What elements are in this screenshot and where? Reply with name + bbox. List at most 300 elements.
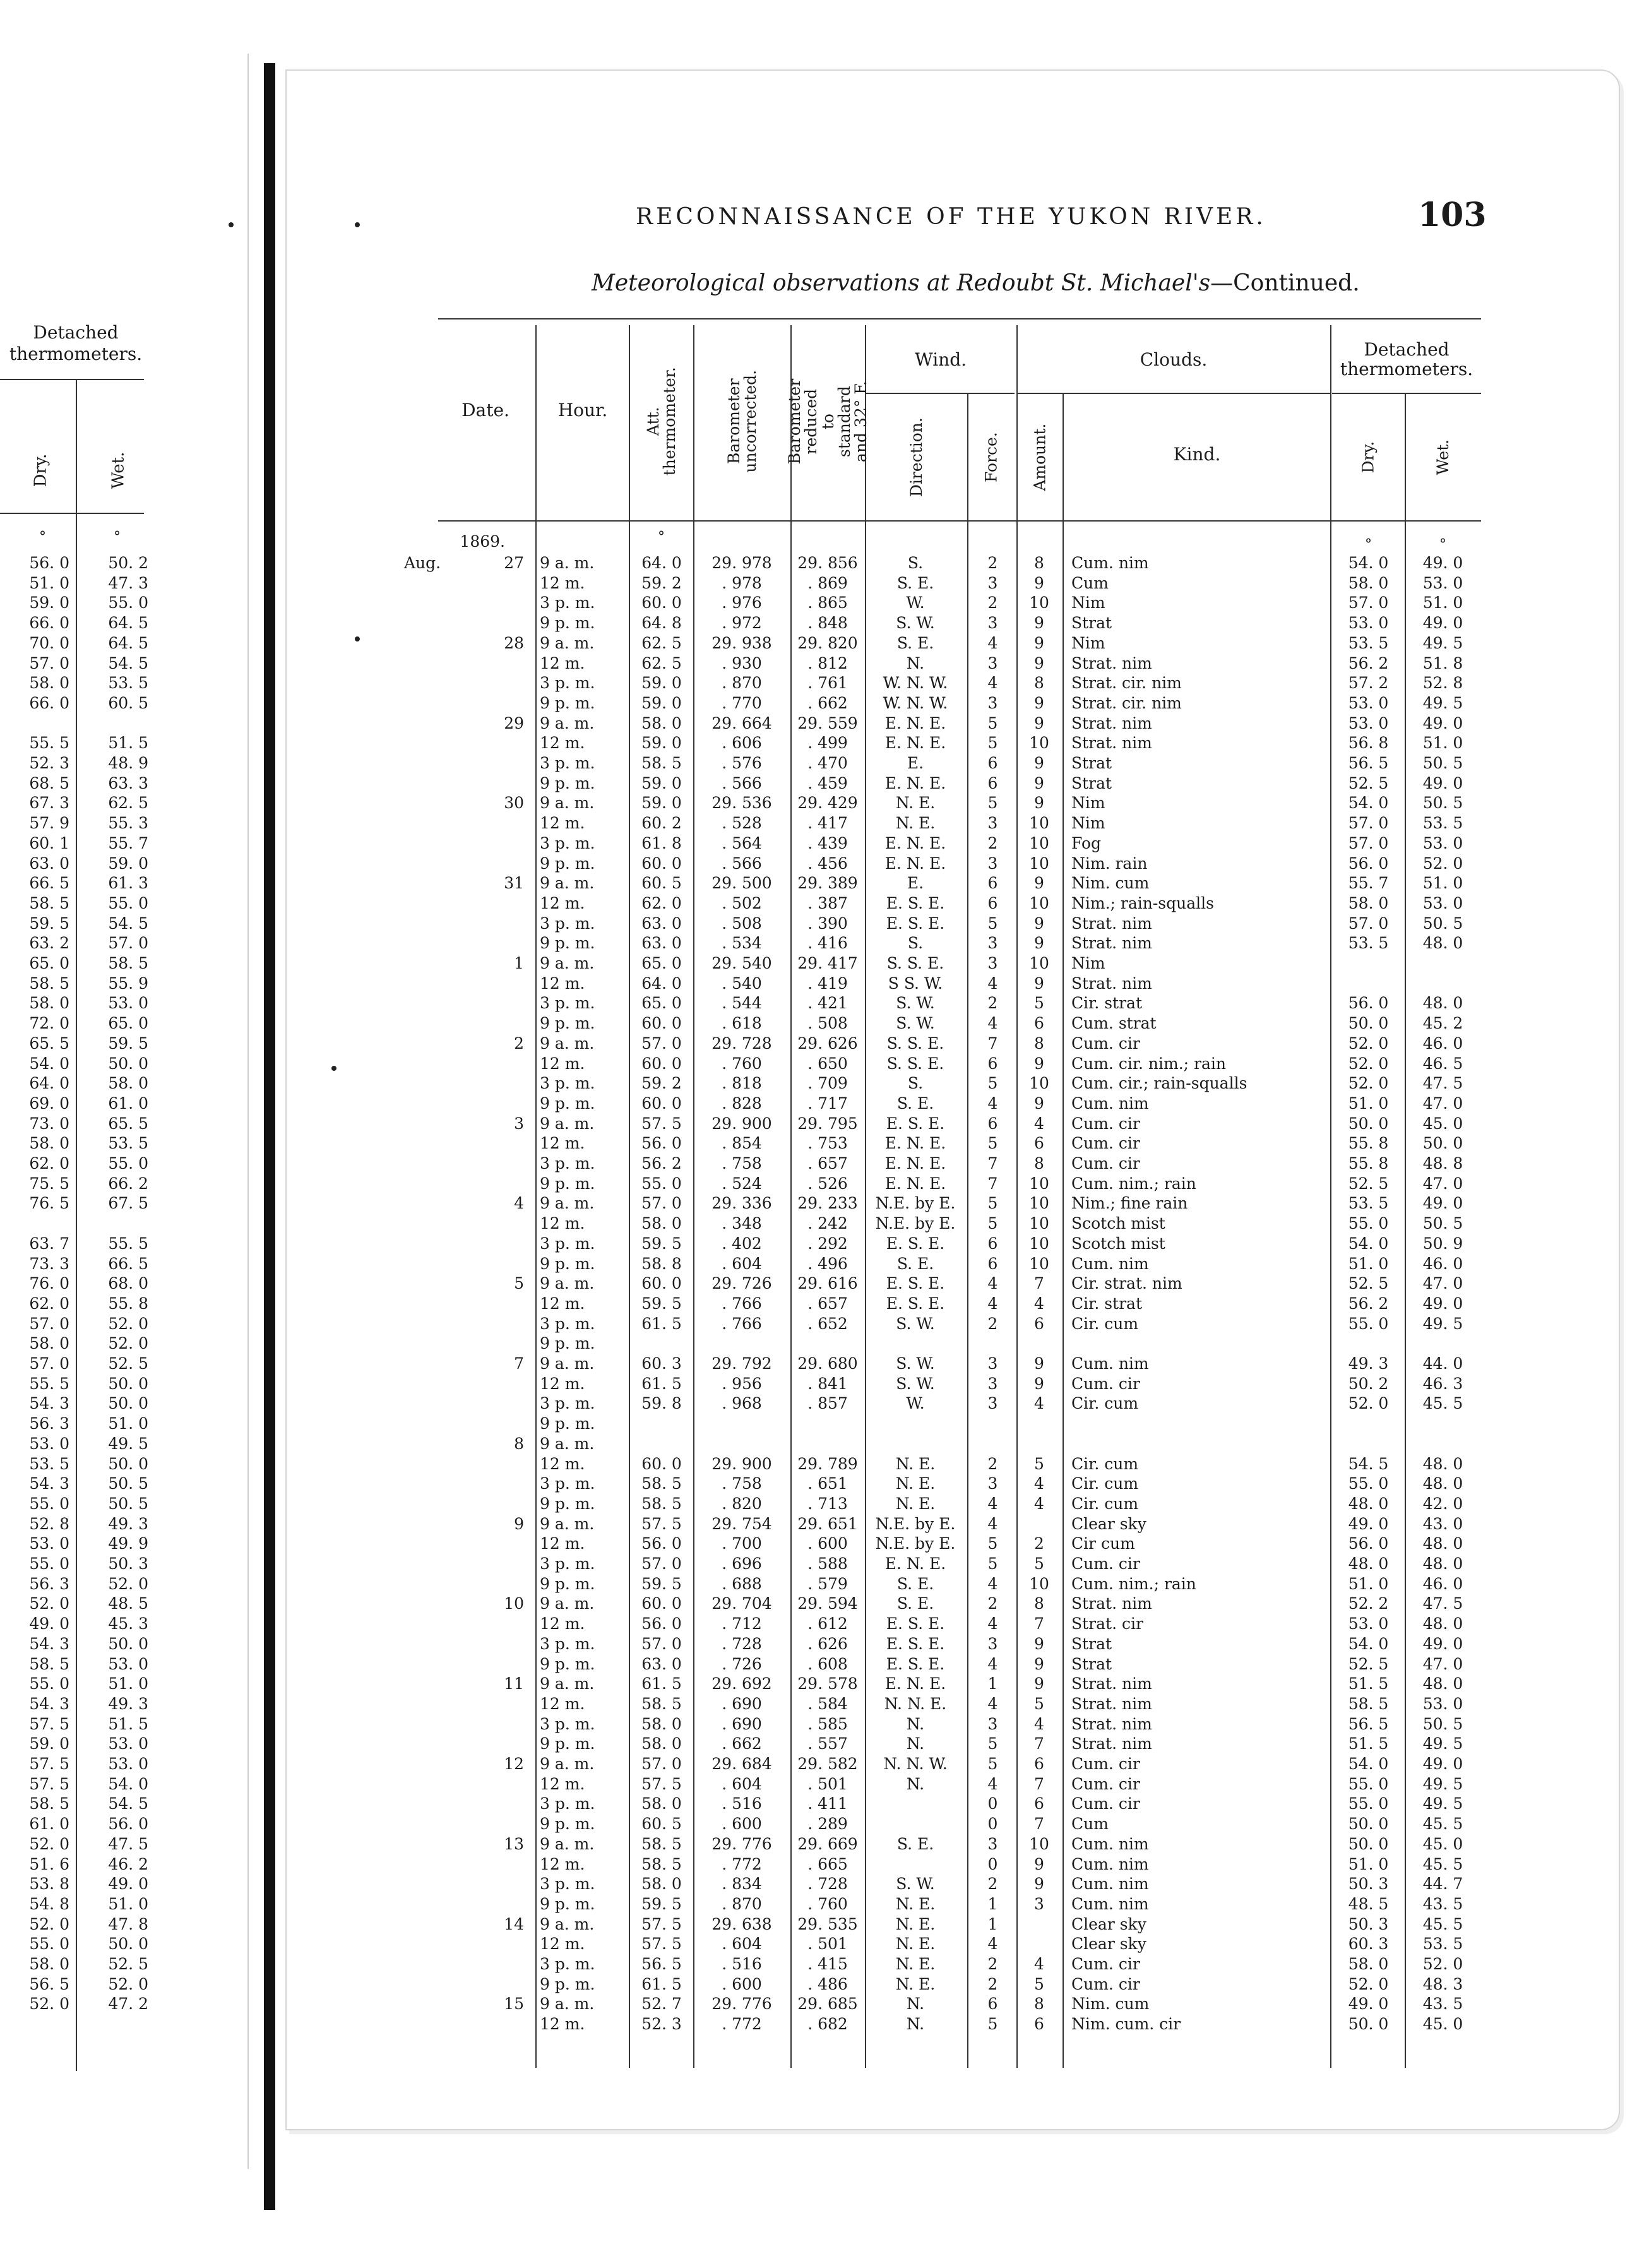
baro-reduced-cell: 29. 616 xyxy=(797,1274,858,1293)
baro-uncorrected-cell: . 772 xyxy=(722,2015,762,2034)
baro-uncorrected-cell: . 662 xyxy=(722,1734,762,1753)
left-dry-cell: 49. 0 xyxy=(29,1614,69,1633)
dry-cell: 58. 0 xyxy=(1348,1955,1389,1973)
wind-direction-cell: E. N. E. xyxy=(884,1174,946,1193)
dry-cell: 53. 0 xyxy=(1348,614,1389,633)
cloud-kind-cell: Nim. cum. cir xyxy=(1071,2015,1181,2034)
hour-cell: 9 p. m. xyxy=(540,1334,595,1353)
header-detached-thermometers: Detached thermometers. xyxy=(1340,339,1473,379)
wind-force-cell: 3 xyxy=(987,814,998,833)
table-row xyxy=(0,733,1649,753)
left-dry-cell: 54. 3 xyxy=(29,1634,69,1653)
wind-direction-cell: N. xyxy=(906,2015,925,2034)
left-wet-cell: 50. 0 xyxy=(108,1394,148,1413)
left-wet-cell: 61. 0 xyxy=(108,1094,148,1113)
wind-direction-cell: E. N. E. xyxy=(884,854,946,873)
att-therm-cell: 59. 0 xyxy=(641,734,682,753)
left-wet-cell: 54. 0 xyxy=(108,1774,148,1793)
wind-direction-cell: N. E. xyxy=(895,814,936,833)
cloud-kind-cell: Strat. nim xyxy=(1071,654,1152,672)
baro-reduced-cell: 29. 626 xyxy=(797,1034,858,1053)
baro-uncorrected-cell: 29. 540 xyxy=(711,954,772,972)
cloud-kind-cell: Strat xyxy=(1071,1634,1112,1653)
left-dry-cell: 52. 0 xyxy=(29,1914,69,1933)
cloud-amount-cell: 10 xyxy=(1029,833,1049,852)
baro-uncorrected-cell: . 576 xyxy=(722,754,762,772)
wind-direction-cell: N. E. xyxy=(895,1894,936,1913)
hour-cell: 3 p. m. xyxy=(540,1555,595,1573)
cloud-amount-cell: 10 xyxy=(1029,893,1049,912)
wind-direction-cell: N.E. by E. xyxy=(875,1534,956,1553)
left-wet-cell: 50. 0 xyxy=(108,1054,148,1073)
wind-direction-cell: S. E. xyxy=(896,1254,934,1273)
wind-force-cell: 6 xyxy=(987,1995,998,2014)
cloud-amount-cell: 9 xyxy=(1034,1094,1044,1113)
table-row xyxy=(0,1874,1649,1894)
cloud-kind-cell: Strat. nim xyxy=(1071,713,1152,732)
wind-force-cell: 0 xyxy=(987,1854,998,1873)
wind-direction-cell: S. E. xyxy=(896,1594,934,1613)
baro-reduced-cell: . 608 xyxy=(807,1654,848,1673)
baro-uncorrected-cell: . 978 xyxy=(722,573,762,592)
wind-force-cell: 5 xyxy=(987,1134,998,1153)
cloud-kind-cell: Clear sky xyxy=(1071,1935,1146,1954)
att-therm-cell: 60. 5 xyxy=(641,1815,682,1834)
cloud-amount-cell: 9 xyxy=(1034,974,1044,993)
hour-cell: 12 m. xyxy=(540,734,585,753)
hour-cell: 3 p. m. xyxy=(540,1394,595,1413)
table-row xyxy=(0,1174,1649,1194)
table-row xyxy=(0,673,1649,693)
page-number: 103 xyxy=(1418,196,1487,234)
cloud-amount-cell: 10 xyxy=(1029,1254,1049,1273)
dry-cell: 55. 0 xyxy=(1348,1474,1389,1493)
baro-reduced-cell: . 682 xyxy=(807,2015,848,2034)
baro-reduced-cell: 29. 559 xyxy=(797,713,858,732)
baro-uncorrected-cell: . 772 xyxy=(722,1854,762,1873)
table-row xyxy=(0,1434,1649,1454)
wind-force-cell: 5 xyxy=(987,1074,998,1093)
left-wet-cell: 53. 0 xyxy=(108,1734,148,1753)
wind-force-cell: 5 xyxy=(987,734,998,753)
baro-reduced-cell: . 865 xyxy=(807,594,848,612)
att-therm-cell: 59. 8 xyxy=(641,1394,682,1413)
wet-cell: 51. 0 xyxy=(1422,594,1463,612)
cloud-kind-cell: Cum. nim xyxy=(1071,1854,1149,1873)
cloud-kind-cell: Strat. nim xyxy=(1071,1714,1152,1733)
att-therm-cell: 58. 5 xyxy=(641,1494,682,1513)
left-dry-cell: 65. 0 xyxy=(29,954,69,972)
dry-cell: 51. 0 xyxy=(1348,1254,1389,1273)
left-dry-cell: 66. 0 xyxy=(29,693,69,712)
baro-reduced-cell: . 848 xyxy=(807,614,848,633)
cloud-kind-cell: Strat. nim xyxy=(1071,1674,1152,1693)
wind-direction-cell: N. N. E. xyxy=(884,1694,947,1713)
baro-reduced-cell: . 459 xyxy=(807,773,848,792)
baro-uncorrected-cell: . 726 xyxy=(722,1654,762,1673)
cloud-kind-cell: Strat. nim xyxy=(1071,914,1152,933)
baro-uncorrected-cell: 29. 776 xyxy=(711,1995,772,2014)
att-therm-cell: 58. 5 xyxy=(641,754,682,772)
left-wet-cell: 55. 5 xyxy=(108,1234,148,1253)
baro-reduced-cell: . 486 xyxy=(807,1974,848,1993)
wet-cell: 46. 3 xyxy=(1422,1374,1463,1393)
left-wet-cell: 51. 0 xyxy=(108,1414,148,1433)
att-therm-cell: 61. 5 xyxy=(641,1974,682,1993)
wind-force-cell: 0 xyxy=(987,1794,998,1813)
left-wet-cell: 55. 3 xyxy=(108,814,148,833)
cloud-amount-cell: 8 xyxy=(1034,674,1044,693)
hour-cell: 12 m. xyxy=(540,2015,585,2034)
cloud-kind-cell: Cum. cir xyxy=(1071,1955,1140,1973)
baro-reduced-cell: . 390 xyxy=(807,914,848,933)
left-wet-cell: 59. 0 xyxy=(108,854,148,873)
table-row xyxy=(0,873,1649,893)
att-therm-cell: 52. 7 xyxy=(641,1995,682,2014)
wind-force-cell: 4 xyxy=(987,1274,998,1293)
baro-reduced-cell: . 588 xyxy=(807,1555,848,1573)
wind-force-cell: 6 xyxy=(987,754,998,772)
att-therm-cell: 60. 0 xyxy=(641,1274,682,1293)
cloud-amount-cell: 8 xyxy=(1034,1034,1044,1053)
left-wet-cell: 52. 0 xyxy=(108,1334,148,1353)
print-speck xyxy=(229,222,234,227)
hour-cell: 9 a. m. xyxy=(540,1834,595,1853)
table-title-continued: —Continued. xyxy=(1210,270,1360,296)
baro-reduced-cell: . 501 xyxy=(807,1935,848,1954)
dry-cell: 55. 7 xyxy=(1348,874,1389,893)
left-wet-cell: 57. 0 xyxy=(108,934,148,953)
cloud-amount-cell: 8 xyxy=(1034,1154,1044,1173)
left-dry-cell: 65. 5 xyxy=(29,1034,69,1053)
wind-direction-cell: E. N. E. xyxy=(884,773,946,792)
baro-reduced-cell: 29. 669 xyxy=(797,1834,858,1853)
wind-force-cell: 4 xyxy=(987,1094,998,1113)
baro-reduced-cell: 29. 578 xyxy=(797,1674,858,1693)
baro-uncorrected-cell: 29. 776 xyxy=(711,1834,772,1853)
date-cell: Aug. xyxy=(404,554,441,572)
hour-cell: 9 p. m. xyxy=(540,1654,595,1673)
wet-cell: 49. 5 xyxy=(1422,1774,1463,1793)
dry-cell: 52. 0 xyxy=(1348,1054,1389,1073)
wind-direction-cell: S. W. xyxy=(896,614,935,633)
left-wet-cell: 58. 5 xyxy=(108,954,148,972)
wind-force-cell: 4 xyxy=(987,1574,998,1593)
baro-uncorrected-cell: 29. 728 xyxy=(711,1034,772,1053)
left-wet-cell: 51. 5 xyxy=(108,734,148,753)
table-row xyxy=(0,753,1649,773)
cloud-kind-cell: Strat xyxy=(1071,1654,1112,1673)
att-therm-cell: 58. 0 xyxy=(641,1875,682,1894)
cloud-kind-cell: Strat. nim xyxy=(1071,1734,1152,1753)
hour-cell: 3 p. m. xyxy=(540,594,595,612)
att-therm-cell: 58. 0 xyxy=(641,1714,682,1733)
hour-cell: 9 p. m. xyxy=(540,773,595,792)
wet-cell: 42. 0 xyxy=(1422,1494,1463,1513)
wind-direction-cell: S. xyxy=(907,1074,924,1093)
table-row xyxy=(0,1394,1649,1414)
att-therm-cell: 61. 8 xyxy=(641,833,682,852)
baro-uncorrected-cell: . 766 xyxy=(722,1314,762,1333)
dry-cell: 49. 0 xyxy=(1348,1514,1389,1533)
wind-force-cell: 1 xyxy=(987,1914,998,1933)
att-therm-cell: 60. 0 xyxy=(641,1054,682,1073)
att-therm-cell: 57. 5 xyxy=(641,1935,682,1954)
dry-cell: 55. 0 xyxy=(1348,1314,1389,1333)
table-row xyxy=(0,1133,1649,1154)
wind-direction-cell: N. xyxy=(906,1774,925,1793)
wet-cell: 49. 0 xyxy=(1422,554,1463,572)
cloud-amount-cell: 6 xyxy=(1034,1314,1044,1333)
left-wet-cell: 51. 0 xyxy=(108,1674,148,1693)
att-therm-cell: 59. 0 xyxy=(641,674,682,693)
att-therm-cell: 58. 5 xyxy=(641,1834,682,1853)
left-dry-cell: 54. 0 xyxy=(29,1054,69,1073)
cloud-amount-cell: 6 xyxy=(1034,1794,1044,1813)
left-dry-cell: 55. 5 xyxy=(29,1374,69,1393)
cloud-kind-cell: Cum. cir xyxy=(1071,1154,1140,1173)
wet-cell: 46. 0 xyxy=(1422,1574,1463,1593)
hour-cell: 12 m. xyxy=(540,814,585,833)
baro-reduced-cell: . 662 xyxy=(807,693,848,712)
left-wet-cell: 45. 3 xyxy=(108,1614,148,1633)
hour-cell: 3 p. m. xyxy=(540,1955,595,1973)
att-therm-cell: 58. 5 xyxy=(641,1474,682,1493)
hour-cell: 12 m. xyxy=(540,1694,585,1713)
wet-cell: 49. 0 xyxy=(1422,1634,1463,1653)
wet-cell: 45. 5 xyxy=(1422,1394,1463,1413)
dry-cell: 56. 0 xyxy=(1348,854,1389,873)
baro-uncorrected-cell: . 870 xyxy=(722,1894,762,1913)
baro-uncorrected-cell: . 516 xyxy=(722,1794,762,1813)
baro-reduced-cell: . 612 xyxy=(807,1614,848,1633)
baro-reduced-cell: . 585 xyxy=(807,1714,848,1733)
table-row xyxy=(0,1654,1649,1674)
baro-uncorrected-cell: 29. 664 xyxy=(711,713,772,732)
hour-cell: 9 p. m. xyxy=(540,1094,595,1113)
wind-direction-cell: N. xyxy=(906,1995,925,2014)
hour-cell: 9 a. m. xyxy=(540,1995,595,2014)
att-therm-cell: 60. 0 xyxy=(641,1594,682,1613)
dry-cell: 52. 5 xyxy=(1348,773,1389,792)
cloud-kind-cell: Cum. cir.; rain-squalls xyxy=(1071,1074,1247,1093)
left-dry-cell: 56. 0 xyxy=(29,554,69,572)
left-dry-cell: 51. 0 xyxy=(29,573,69,592)
baro-uncorrected-cell: . 688 xyxy=(722,1574,762,1593)
cloud-amount-cell: 9 xyxy=(1034,614,1044,633)
left-dry-cell: 75. 5 xyxy=(29,1174,69,1193)
att-therm-cell: 60. 5 xyxy=(641,874,682,893)
baro-uncorrected-cell: 29. 726 xyxy=(711,1274,772,1293)
hour-cell: 9 p. m. xyxy=(540,934,595,953)
wind-force-cell: 4 xyxy=(987,1935,998,1954)
baro-reduced-cell: 29. 429 xyxy=(797,794,858,813)
baro-reduced-cell: . 652 xyxy=(807,1314,848,1333)
wind-direction-cell: E. N. E. xyxy=(884,1555,946,1573)
wet-cell: 45. 5 xyxy=(1422,1914,1463,1933)
left-wet-cell: 58. 0 xyxy=(108,1074,148,1093)
baro-reduced-cell: . 417 xyxy=(807,814,848,833)
baro-reduced-cell: . 292 xyxy=(807,1234,848,1253)
left-dry-cell: 58. 0 xyxy=(29,674,69,693)
wind-force-cell: 3 xyxy=(987,954,998,972)
baro-reduced-cell: . 579 xyxy=(807,1574,848,1593)
wind-force-cell: 4 xyxy=(987,974,998,993)
day-cell: 29 xyxy=(504,713,524,732)
baro-reduced-cell: . 387 xyxy=(807,893,848,912)
day-cell: 12 xyxy=(504,1755,524,1773)
hour-cell: 12 m. xyxy=(540,1134,585,1153)
baro-reduced-cell: 29. 582 xyxy=(797,1755,858,1773)
wind-direction-cell: E. S. E. xyxy=(886,893,945,912)
dry-cell: 51. 0 xyxy=(1348,1574,1389,1593)
dry-cell: 57. 0 xyxy=(1348,814,1389,833)
table-row xyxy=(0,1274,1649,1294)
day-cell: 7 xyxy=(514,1354,524,1373)
wet-cell: 46. 5 xyxy=(1422,1054,1463,1073)
baro-reduced-cell: . 416 xyxy=(807,934,848,953)
table-title xyxy=(592,270,1360,296)
wind-force-cell: 3 xyxy=(987,654,998,672)
left-wet-cell: 50. 0 xyxy=(108,1634,148,1653)
att-therm-cell: 60. 3 xyxy=(641,1354,682,1373)
cloud-kind-cell: Strat. nim xyxy=(1071,1594,1152,1613)
hour-cell: 9 a. m. xyxy=(540,1514,595,1533)
wind-direction-cell: E. S. E. xyxy=(886,1274,945,1293)
day-cell: 10 xyxy=(504,1594,524,1613)
left-wet-cell: 62. 5 xyxy=(108,794,148,813)
left-dry-cell: 62. 0 xyxy=(29,1154,69,1173)
wet-cell: 53. 0 xyxy=(1422,573,1463,592)
dry-cell: 51. 0 xyxy=(1348,1094,1389,1113)
left-wet-cell: 60. 5 xyxy=(108,693,148,712)
wet-cell: 49. 5 xyxy=(1422,633,1463,652)
hour-cell: 12 m. xyxy=(540,1614,585,1633)
wind-direction-cell: S. xyxy=(907,554,924,572)
wind-direction-cell: N. E. xyxy=(895,1914,936,1933)
left-dry-cell: 57. 5 xyxy=(29,1755,69,1773)
dry-cell: 52. 0 xyxy=(1348,1974,1389,1993)
baro-reduced-cell: . 411 xyxy=(807,1794,848,1813)
table-row xyxy=(0,1494,1649,1514)
left-dry-cell: 70. 0 xyxy=(29,633,69,652)
cloud-kind-cell: Cum. nim xyxy=(1071,1875,1149,1894)
wind-direction-cell: S. E. xyxy=(896,1094,934,1113)
dry-cell: 54. 0 xyxy=(1348,554,1389,572)
table-row xyxy=(0,1834,1649,1854)
dry-cell: 51. 5 xyxy=(1348,1734,1389,1753)
header-direction: Direction. xyxy=(907,417,926,497)
baro-reduced-cell: 29. 795 xyxy=(797,1114,858,1133)
wind-direction-cell: E. N. E. xyxy=(884,1154,946,1173)
degree-mark: ° xyxy=(1365,537,1372,552)
left-wet-cell: 49. 9 xyxy=(108,1534,148,1553)
wind-direction-cell: S. W. xyxy=(896,1014,935,1033)
hour-cell: 12 m. xyxy=(540,1214,585,1233)
wet-cell: 50. 5 xyxy=(1422,914,1463,933)
dry-cell: 50. 0 xyxy=(1348,1014,1389,1033)
left-dry-cell: 58. 0 xyxy=(29,1955,69,1973)
cloud-amount-cell: 10 xyxy=(1029,954,1049,972)
dry-cell: 54. 0 xyxy=(1348,1234,1389,1253)
cloud-amount-cell: 6 xyxy=(1034,2015,1044,2034)
day-cell: 28 xyxy=(504,633,524,652)
left-dry-cell: 73. 3 xyxy=(29,1254,69,1273)
dry-cell: 57. 0 xyxy=(1348,833,1389,852)
table-row xyxy=(0,2014,1649,2034)
wet-cell: 53. 5 xyxy=(1422,1935,1463,1954)
wind-direction-cell: E. N. E. xyxy=(884,1134,946,1153)
hour-cell: 9 a. m. xyxy=(540,1914,595,1933)
hour-cell: 3 p. m. xyxy=(540,914,595,933)
att-therm-cell: 60. 0 xyxy=(641,1014,682,1033)
left-wet-cell: 50. 3 xyxy=(108,1555,148,1573)
dry-cell: 56. 2 xyxy=(1348,1294,1389,1313)
cloud-kind-cell: Strat. cir. nim xyxy=(1071,674,1182,693)
cloud-kind-cell: Strat xyxy=(1071,754,1112,772)
cloud-kind-cell: Nim. cum xyxy=(1071,874,1150,893)
wind-direction-cell: N. E. xyxy=(895,1955,936,1973)
table-row xyxy=(0,1094,1649,1114)
wind-force-cell: 5 xyxy=(987,1194,998,1213)
table-row xyxy=(0,1193,1649,1214)
left-dry-cell: 76. 0 xyxy=(29,1274,69,1293)
wind-direction-cell: S. S. E. xyxy=(886,1034,944,1053)
baro-uncorrected-cell: 29. 704 xyxy=(711,1594,772,1613)
cloud-kind-cell: Fog xyxy=(1071,833,1102,852)
wet-cell: 48. 3 xyxy=(1422,1974,1463,1993)
hour-cell: 9 p. m. xyxy=(540,1815,595,1834)
baro-uncorrected-cell: . 544 xyxy=(722,994,762,1013)
baro-uncorrected-cell: . 770 xyxy=(722,693,762,712)
table-row xyxy=(0,1114,1649,1134)
baro-uncorrected-cell: . 604 xyxy=(722,1254,762,1273)
cloud-amount-cell: 9 xyxy=(1034,1634,1044,1653)
hour-cell: 3 p. m. xyxy=(540,754,595,772)
left-dry-cell: 53. 8 xyxy=(29,1875,69,1894)
left-wet-cell: 66. 5 xyxy=(108,1254,148,1273)
dry-cell: 50. 3 xyxy=(1348,1875,1389,1894)
cloud-kind-cell: Cum. strat xyxy=(1071,1014,1157,1033)
baro-reduced-cell: . 709 xyxy=(807,1074,848,1093)
cloud-amount-cell: 4 xyxy=(1034,1714,1044,1733)
wind-force-cell: 2 xyxy=(987,1314,998,1333)
cloud-kind-cell: Scotch mist xyxy=(1071,1214,1165,1233)
baro-reduced-cell: . 626 xyxy=(807,1634,848,1653)
table-row xyxy=(0,1034,1649,1054)
wet-cell: 45. 2 xyxy=(1422,1014,1463,1033)
cloud-amount-cell: 10 xyxy=(1029,1834,1049,1853)
left-dry-cell: 57. 9 xyxy=(29,814,69,833)
wind-force-cell: 3 xyxy=(987,1834,998,1853)
wet-cell: 43. 5 xyxy=(1422,1995,1463,2014)
hour-cell: 9 a. m. xyxy=(540,1755,595,1773)
table-row xyxy=(0,1814,1649,1834)
cloud-amount-cell: 9 xyxy=(1034,654,1044,672)
wind-force-cell: 1 xyxy=(987,1674,998,1693)
wind-force-cell: 3 xyxy=(987,1374,998,1393)
dry-cell: 56. 8 xyxy=(1348,734,1389,753)
wet-cell: 43. 0 xyxy=(1422,1514,1463,1533)
wind-direction-cell: E. S. E. xyxy=(886,1634,945,1653)
wind-direction-cell: N. N. W. xyxy=(883,1755,948,1773)
day-cell: 2 xyxy=(514,1034,524,1053)
table-row xyxy=(0,613,1649,633)
hour-cell: 9 p. m. xyxy=(540,1574,595,1593)
wind-direction-cell: S. E. xyxy=(896,1574,934,1593)
header-clouds: Clouds. xyxy=(1140,349,1208,370)
left-wet-cell: 54. 5 xyxy=(108,1794,148,1813)
